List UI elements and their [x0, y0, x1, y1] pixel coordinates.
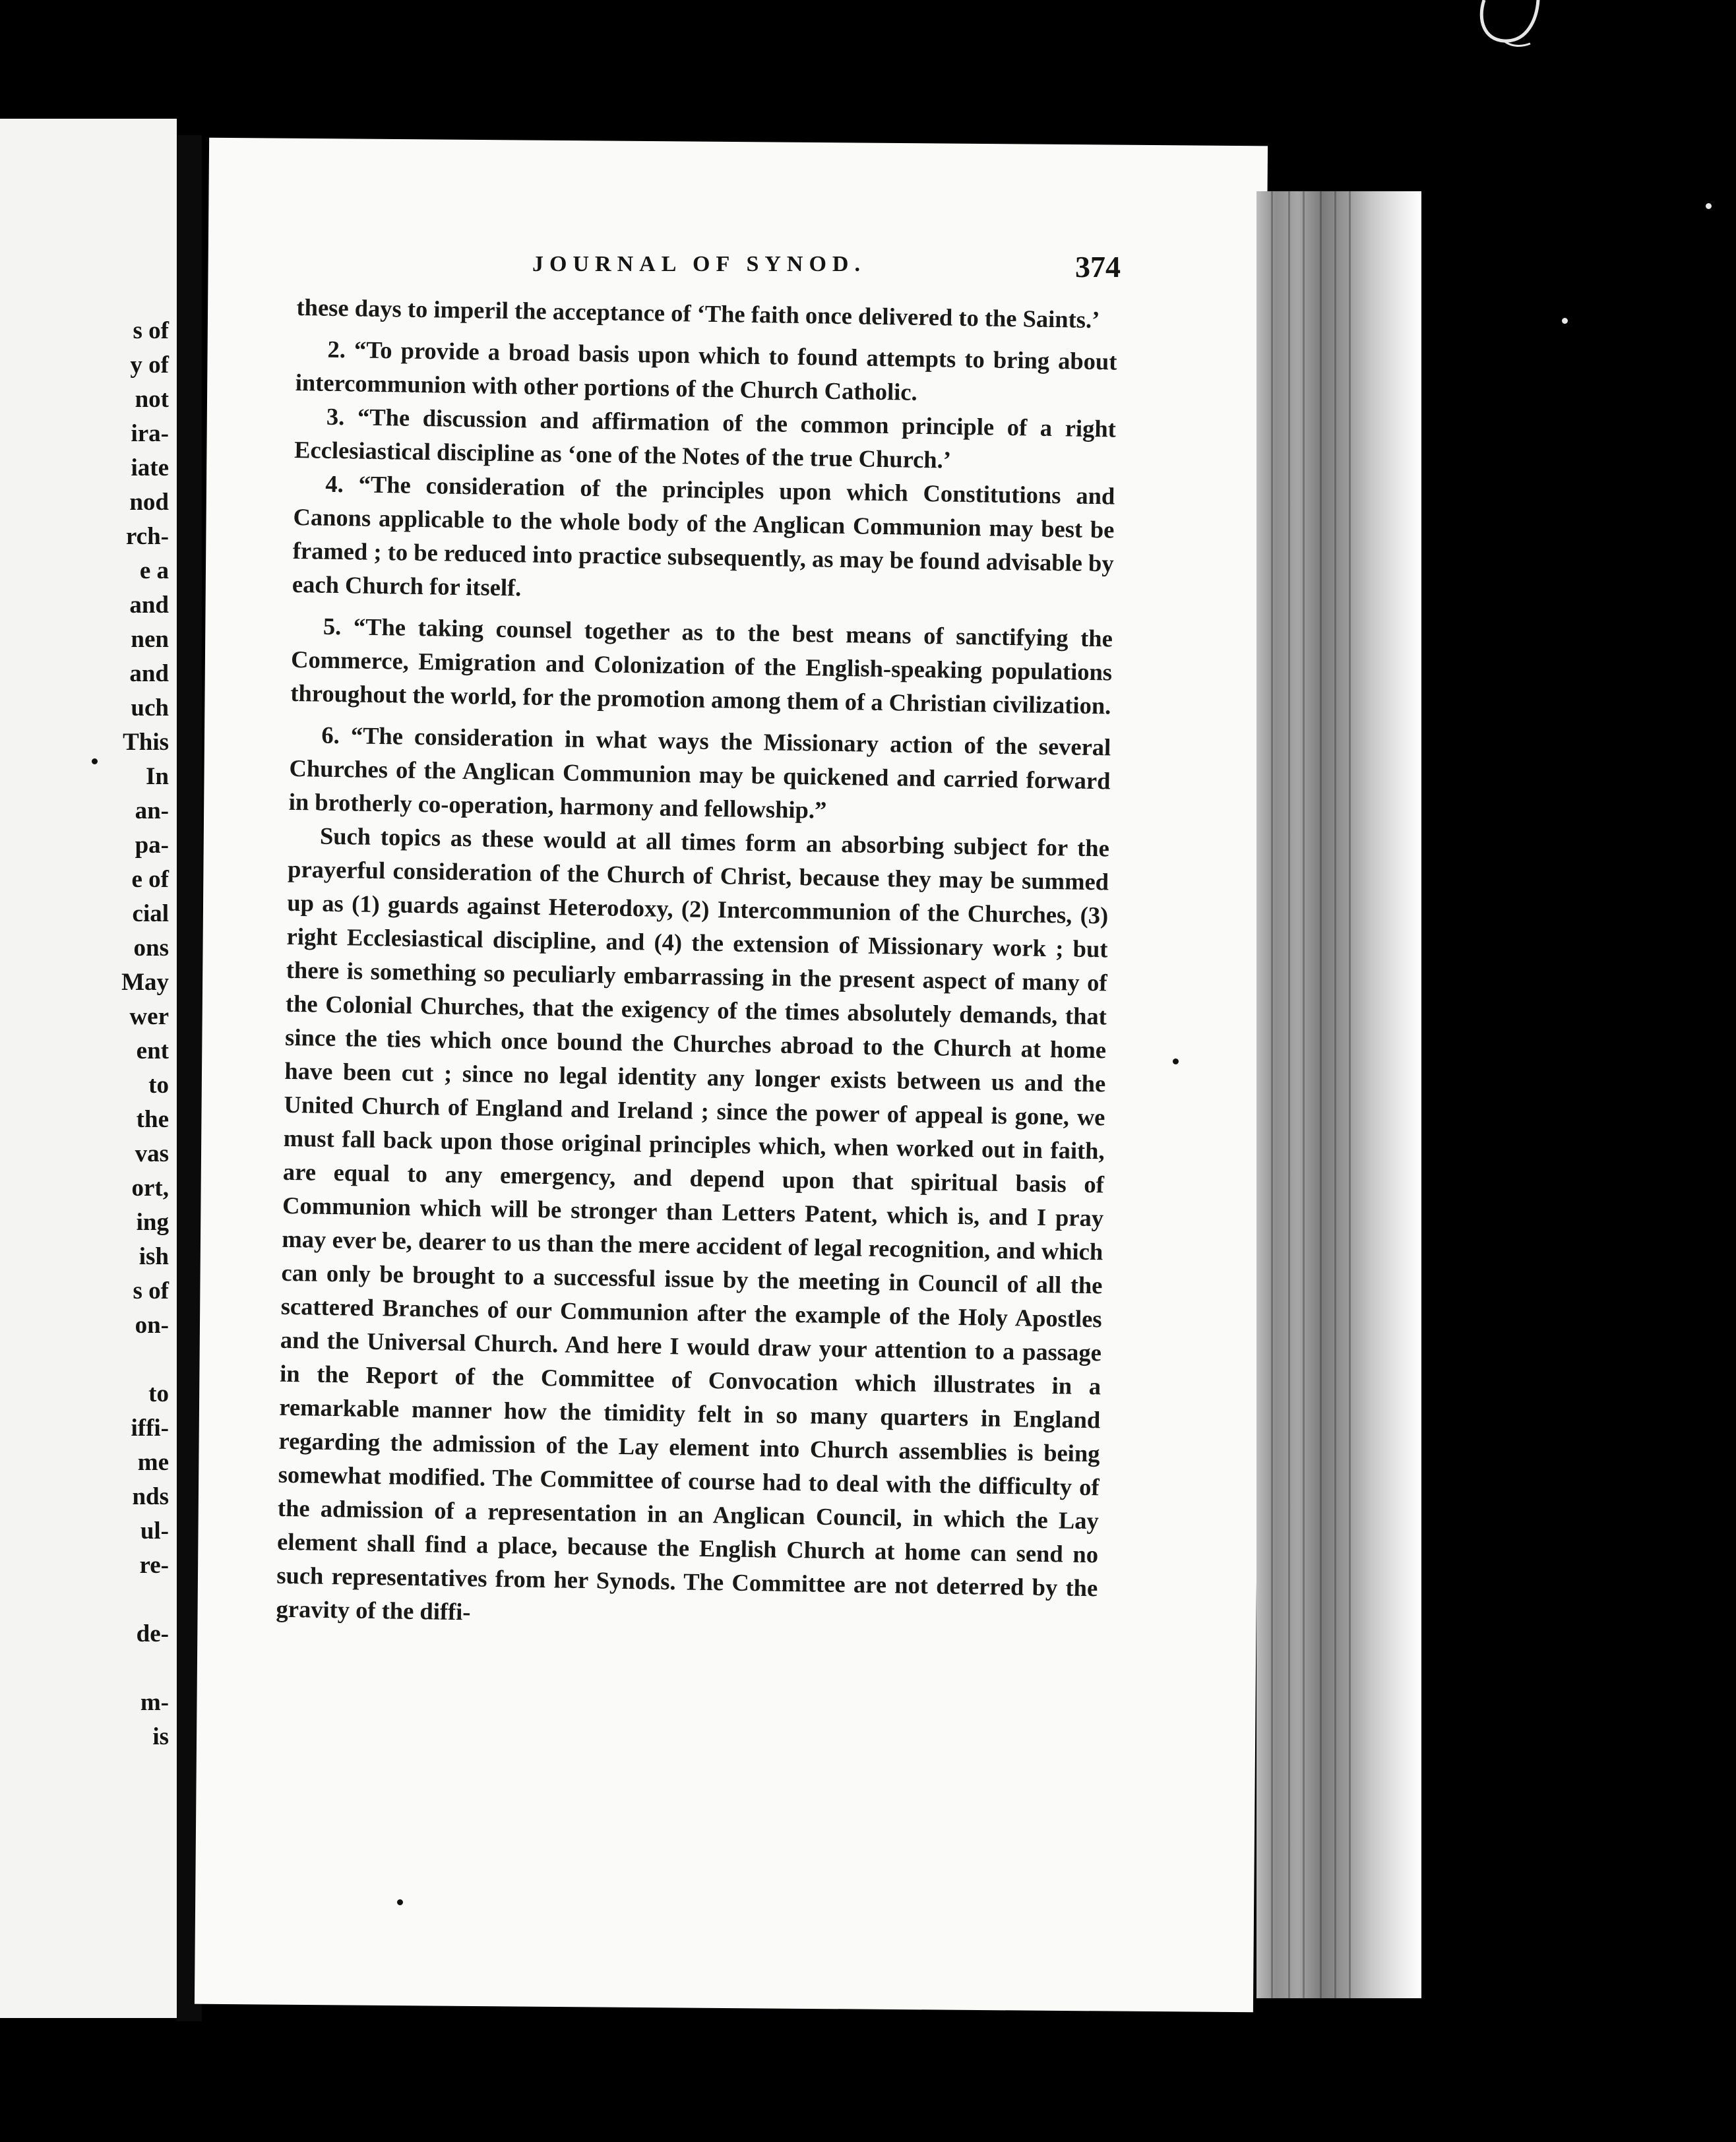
- facing-page-line: May: [121, 969, 169, 996]
- facing-page-line: nen: [131, 626, 169, 653]
- paragraph: Such topics as these would at all times form an absorbing subject for the prayerful consideration of the Church of Christ, because they may be summed up as (1) guards against Heterodoxy, (2) Intercommunion of the Churches, (3) right Ecclesiastical discipline, and (4) the extension of Missionary work ; but there is something so peculiarly embarrassing in the present aspect of many of the Colonial Churches, that the exigency of the times absolutely demands, that since the ties which once bound the Churches abroad to the Church at home have been cut ; since no legal identity any longer exists between us and the United Church of England and Ireland ; since the power of appeal is gone, we must fall back upon those original principles which, when worked out in faith, are equal to any emergency, and depend upon that spiritual basis of Communion which will be stronger than Letters Patent, which is, and I pray may ever be, dearer to us than the mere accident of legal recognition, and which can only be brought to a successful issue by the meeting in Council of all the scattered Branches of our Communion after the example of the Holy Apostles and the Universal Church. And here I would draw your attention to a passage in the Report of the Committee of Convocation which illustrates in a remarkable manner how the timidity felt in so many quarters in England regarding the admission of the Lay element into Church assemblies is being somewhat modified. The Committee of course had to deal with the difficulty of the admission of a representation in an Anglican Council, in which the Lay element shall find a place, because the English Church at home can send no such representatives from her Synods. The Committee are not deterred by the gravity of the diffi-: [276, 822, 1110, 1626]
- dust-speck: [1562, 318, 1568, 324]
- dust-speck: [1173, 1058, 1179, 1064]
- facing-page-line: This: [123, 729, 169, 756]
- paragraph: 6. “The consideration in what ways the Missionary action of the several Churches of the Anglican Communion may be quickened and carried forward in brotherly co-operation, harmony and fellowship.”: [288, 721, 1111, 824]
- facing-page-line: m-: [140, 1689, 169, 1716]
- facing-page-line: y of: [130, 352, 169, 379]
- paragraph: 5. “The taking counsel together as to the best means of sanctifying the Commerce, Emigration and Colonization of the English-speaking populations throughout the world, for the promotion among them of a Christian civilization.: [290, 612, 1113, 719]
- dust-speck: [1706, 203, 1712, 209]
- facing-page-line: re-: [139, 1552, 169, 1579]
- facing-page-line: ing: [136, 1209, 169, 1236]
- running-head: JOURNAL OF SYNOD.: [532, 252, 866, 276]
- facing-page-line: s of: [133, 1277, 169, 1304]
- facing-page-line: e of: [131, 866, 169, 893]
- facing-page-line: rch-: [125, 523, 169, 550]
- facing-page-line: to: [148, 1380, 169, 1407]
- facing-page-line: iffi-: [131, 1415, 169, 1442]
- facing-page: [0, 119, 177, 2018]
- facing-page-line: ul-: [140, 1517, 169, 1545]
- paragraph: 4. “The consideration of the principles upon which Constitutions and Canons applicable to the whole body of the Anglican Communion may best be framed ; to be reduced into practice subsequently, as may be found advisable by each Church for itself.: [292, 470, 1115, 601]
- facing-page-line: the: [136, 1106, 169, 1133]
- facing-page-line: pa-: [135, 832, 169, 859]
- dust-speck: [92, 758, 98, 764]
- paragraph: 2. “To provide a broad basis upon which to found attempts to bring about intercommunion with other portions of the Church Catholic.: [295, 335, 1117, 406]
- paragraph: these days to imperil the acceptance of ‘The faith once delivered to the Saints.’: [296, 293, 1100, 334]
- facing-page-line: uch: [131, 694, 169, 721]
- facing-page-line: an-: [135, 797, 169, 824]
- dust-speck: [397, 1899, 403, 1905]
- page-number: 374: [1075, 250, 1121, 284]
- facing-page-line: e a: [139, 557, 169, 584]
- facing-page-line: is: [152, 1723, 169, 1750]
- facing-page-line: vas: [135, 1140, 169, 1167]
- facing-page-line: ira-: [131, 420, 169, 447]
- facing-page-line: to: [148, 1072, 169, 1099]
- page-edges: [1256, 191, 1421, 1998]
- pen-scribble: [1464, 0, 1557, 59]
- facing-page-line: on-: [135, 1312, 169, 1339]
- facing-page-line: ish: [139, 1243, 169, 1270]
- facing-page-line: nod: [129, 489, 169, 516]
- facing-page-line: wer: [129, 1003, 169, 1030]
- facing-page-line: s of: [133, 317, 169, 344]
- facing-page-line: ent: [136, 1037, 169, 1064]
- facing-page-line: de-: [136, 1620, 169, 1647]
- facing-page-line: and: [129, 660, 169, 687]
- facing-page-line: not: [135, 386, 169, 413]
- facing-page-line: iate: [131, 454, 169, 481]
- facing-page-line: ons: [133, 934, 169, 962]
- facing-page-line: and: [129, 592, 169, 619]
- facing-page-line: me: [137, 1449, 169, 1476]
- facing-page-line: ort,: [131, 1175, 169, 1202]
- facing-page-line: In: [146, 763, 169, 790]
- facing-page-line: cial: [132, 900, 169, 927]
- paragraph: 3. “The discussion and affirmation of the common principle of a right Ecclesiastical discipline as ‘one of the Notes of the true Church.’: [294, 402, 1117, 474]
- facing-page-line: nds: [132, 1483, 169, 1510]
- body-text: [276, 290, 1118, 1638]
